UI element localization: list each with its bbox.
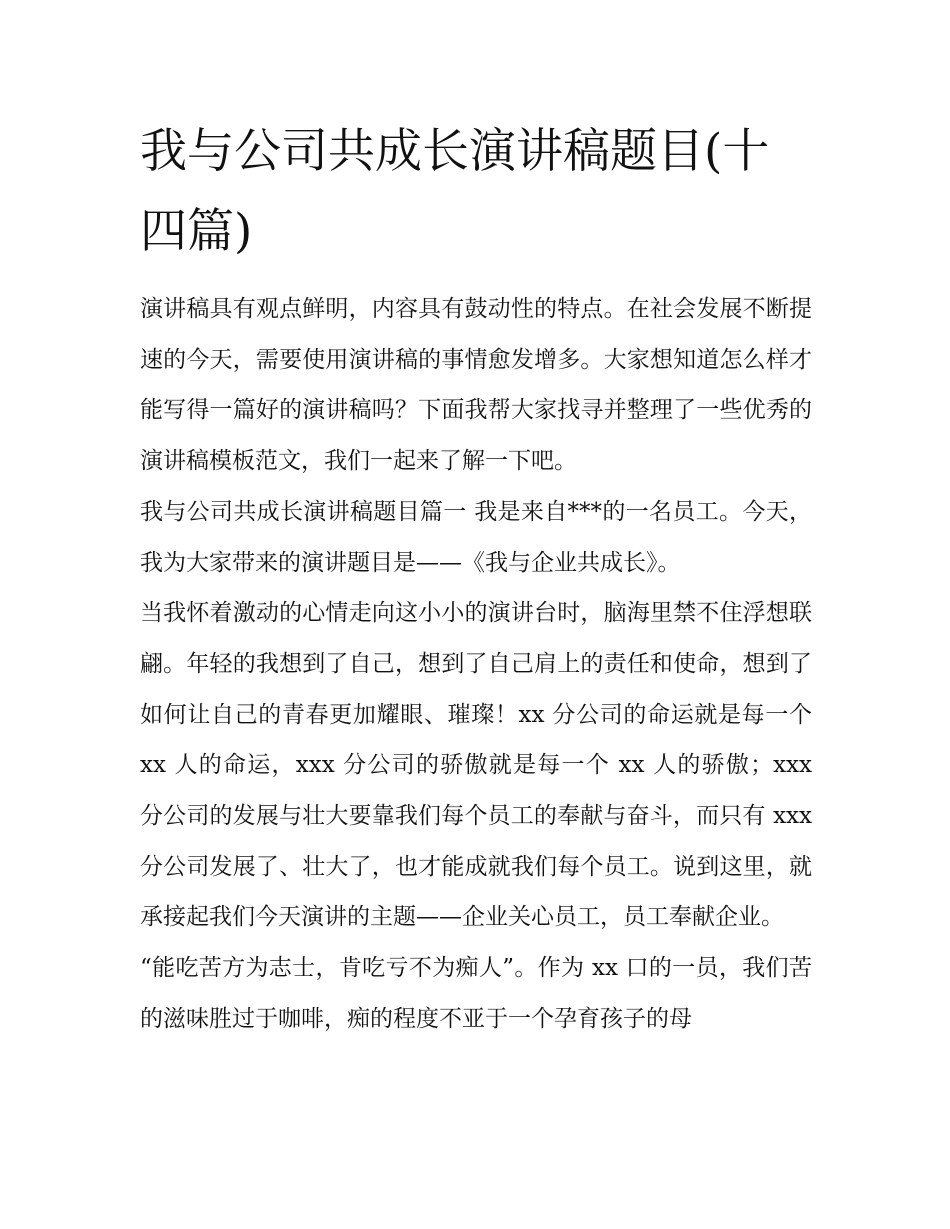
speech-quote-paragraph: “能吃苦方为志士，肯吃亏不为痴人”。作为 xx 口的一员，我们苦的滋味胜过于咖啡，痴的程度不亚于一个孕育孩子的母 <box>140 955 812 1032</box>
intro-paragraph: 演讲稿具有观点鲜明，内容具有鼓动性的特点。在社会发展不断提速的今天，需要使用演讲稿的事情愈发增多。大家想知道怎么样才能写得一篇好的演讲稿吗？下面我帮大家找寻并整理了一些优秀的演讲稿模板范文，我们一起来了解一下吧。 <box>140 296 812 475</box>
speech-body-paragraph: 当我怀着激动的心情走向这小小的演讲台时，脑海里禁不住浮想联翩。年轻的我想到了自己，想到了自己肩上的责任和使命，想到了如何让自己的青春更加耀眼、璀璨！xx 分公司的命运就是每一个 xx 人的命运，xxx 分公司的骄傲就是每一个 xx 人的骄傲；xxx 分公司的发展与壮大要靠我们每个员工的奉献与奋斗，而只有 xxx 分公司发展了、壮大了，也才能成就我们每个员工。说到这里，就承接起我们今天演讲的主题——企业关心员工，员工奉献企业。 <box>140 600 812 931</box>
speech-opening-paragraph: 我与公司共成长演讲稿题目篇一 我是来自***的一名员工。今天，我为大家带来的演讲题目是——《我与企业共成长》。 <box>140 498 812 576</box>
document-title: 我与公司共成长演讲稿题目(十四篇) <box>140 124 770 259</box>
document-body <box>140 112 812 1045</box>
